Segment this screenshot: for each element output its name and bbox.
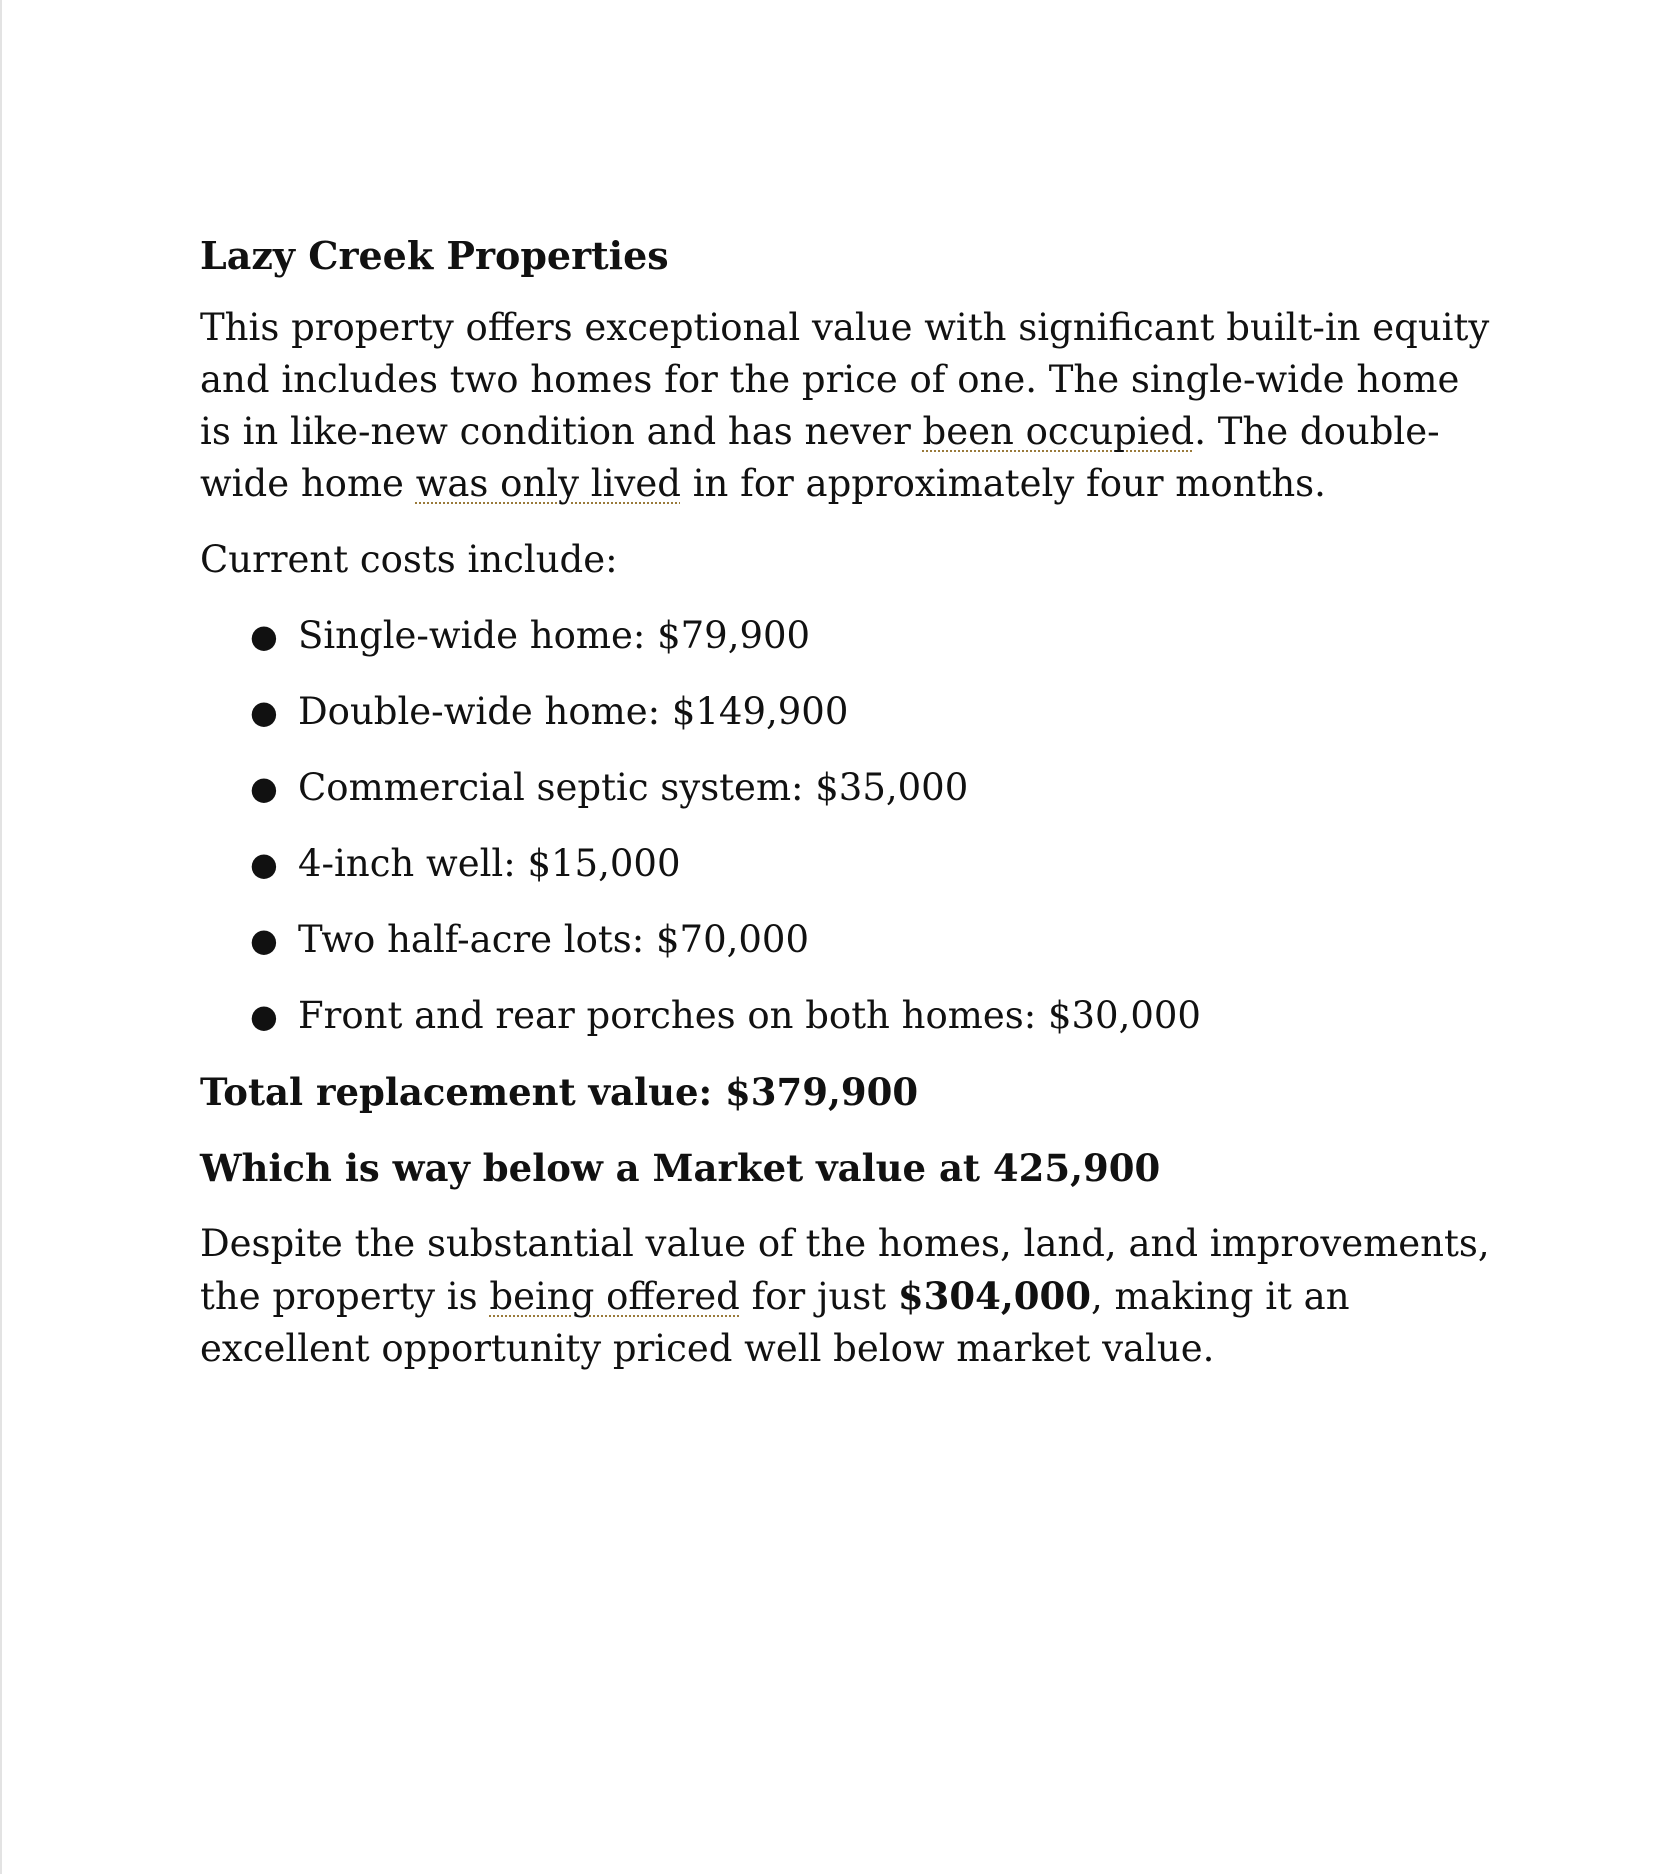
list-item xyxy=(200,914,1500,966)
list-item xyxy=(200,686,1500,738)
list-item xyxy=(200,838,1500,890)
list-item xyxy=(200,990,1500,1042)
intro-paragraph xyxy=(200,302,1500,510)
bullet-icon: ● xyxy=(250,921,278,959)
cost-item-text: Commercial septic system: $35,000 xyxy=(298,766,969,809)
intro-text-2: . The double-wide home xyxy=(200,410,1440,505)
closing-paragraph xyxy=(200,1218,1500,1375)
costs-heading: Current costs include: xyxy=(200,538,618,581)
cost-item-text: Two half-acre lots: $70,000 xyxy=(298,918,809,961)
bullet-icon: ● xyxy=(250,617,278,655)
cost-item-text: Single-wide home: $79,900 xyxy=(298,614,811,657)
grammar-flag-been-occupied[interactable]: been occupied xyxy=(922,410,1195,453)
bullet-icon: ● xyxy=(250,693,278,731)
bullet-icon: ● xyxy=(250,997,278,1035)
market-value-line: Which is way below a Market value at 425,900 xyxy=(200,1146,1161,1190)
cost-item-text: Front and rear porches on both homes: $30,000 xyxy=(298,994,1201,1037)
grammar-flag-was-only-lived[interactable]: was only lived xyxy=(415,462,681,505)
total-replacement-value: Total replacement value: $379,900 xyxy=(200,1070,919,1114)
closing-text-2: for just xyxy=(739,1275,898,1318)
cost-item-text: Double-wide home: $149,900 xyxy=(298,690,849,733)
document-title: Lazy Creek Properties xyxy=(200,233,669,278)
document-body[interactable] xyxy=(200,230,1500,1399)
grammar-flag-being-offered[interactable]: being offered xyxy=(489,1275,740,1318)
offer-price: $304,000 xyxy=(897,1274,1092,1318)
intro-text-3: in for approximately four months. xyxy=(680,462,1326,505)
closing-text-3: , making it an excellent opportunity priced well below market value. xyxy=(200,1275,1350,1370)
cost-item-text: 4-inch well: $15,000 xyxy=(298,842,681,885)
closing-text-1: Despite the substantial value of the homes, land, and improvements, the property is xyxy=(200,1222,1490,1318)
costs-list xyxy=(200,610,1500,1042)
intro-text-1: This property offers exceptional value with significant built-in equity and includes two homes for the price of one. The single-wide home is in like-new condition and has never xyxy=(200,306,1490,453)
bullet-icon: ● xyxy=(250,845,278,883)
list-item xyxy=(200,610,1500,662)
list-item xyxy=(200,762,1500,814)
bullet-icon: ● xyxy=(250,769,278,807)
